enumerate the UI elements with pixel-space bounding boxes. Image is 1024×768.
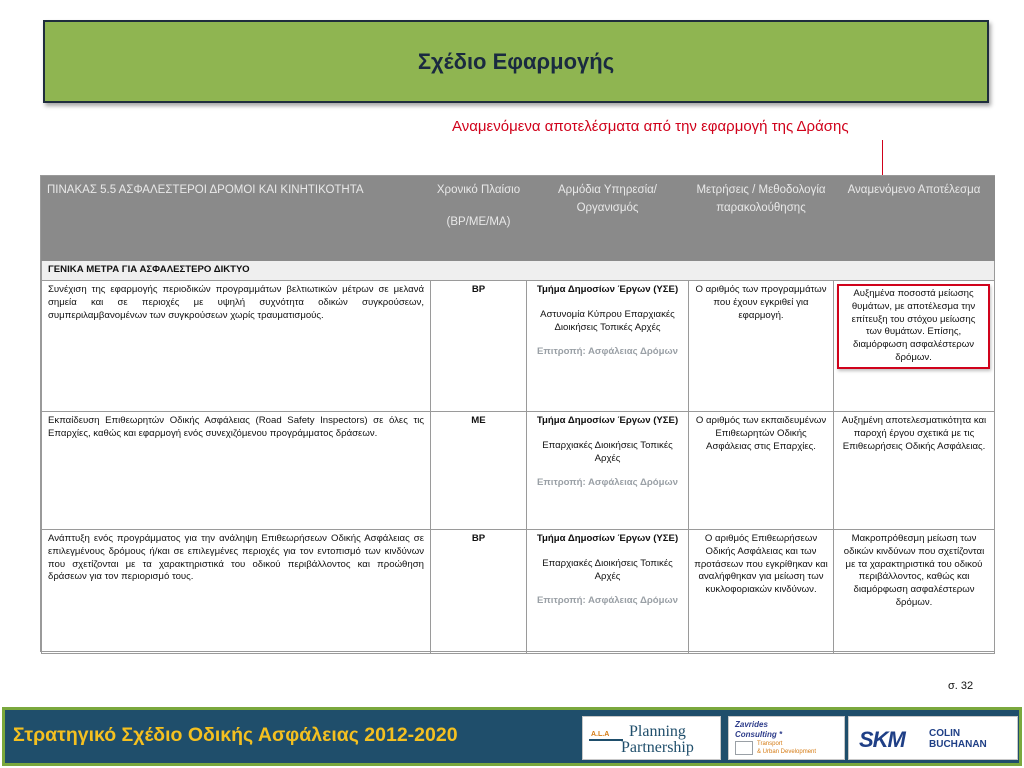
measure-cell: Εκπαίδευση Επιθεωρητών Οδικής Ασφάλειας (Road Safety Inspectors) σε όλες τις Επαρχίες, καθώς και εφαρμογή ενός συνεχιζόμενου προγράμματος δράσεων. xyxy=(42,412,431,530)
annotation-text: Αναμενόμενα αποτελέσματα από την εφαρμογή της Δράσης xyxy=(452,118,849,135)
agency-committee: Επιτροπή: Ασφάλειας Δρόμων xyxy=(537,477,678,489)
header-expected-result: Αναμενόμενο Αποτέλεσμα xyxy=(834,177,995,261)
logo-zavrides-text: Zavrides xyxy=(735,720,768,729)
agency-committee: Επιτροπή: Ασφάλειας Δρόμων xyxy=(537,595,678,607)
result-cell: Μακροπρόθεσμη μείωση των οδικών κινδύνων που σχετίζονται με τα χαρακτηριστικά του οδικού περιβάλλοντος, καθώς και διαμόρφωση ασφαλέστερων δρόμων. xyxy=(834,530,995,654)
logo-urban-text: & Urban Development xyxy=(757,749,817,755)
table-row xyxy=(42,281,995,412)
header-timeframe-sub: (ΒΡ/ΜΕ/ΜΑ) xyxy=(446,216,511,228)
agency-cell xyxy=(527,412,689,530)
logo-skm-mark: SKM xyxy=(859,727,905,752)
header-agency: Αρμόδια Υπηρεσία/Οργανισμός xyxy=(527,177,689,261)
slide-title: Σχέδιο Εφαρμογής xyxy=(417,48,615,74)
logo-buchanan-text: BUCHANAN xyxy=(929,739,987,750)
logo-consulting-text: Consulting * xyxy=(735,730,783,739)
header-timeframe-label: Χρονικό Πλαίσιο xyxy=(436,184,521,196)
metric-cell: Ο αριθμός των εκπαιδευμένων Επιθεωρητών Οδικής Ασφάλειας στις Επαρχίες. xyxy=(689,412,834,530)
result-cell: Αυξημένη αποτελεσματικότητα και παροχή έργου σχετικά με τις Επιθεωρήσεις Οδικής Ασφάλειας. xyxy=(834,412,995,530)
table-image xyxy=(40,175,995,652)
measure-cell: Συνέχιση της εφαρμογής περιοδικών προγραμμάτων βελτιωτικών μέτρων σε μελανά σημεία και σε περιοχές με υψηλή συχνότητα οδικών συγκρούσεων, συμπεριλαμβανομένων των συγκρούσεων χωρίς τραυματισμούς. xyxy=(42,281,431,412)
agency-main: Τμήμα Δημοσίων Έργων (ΥΣΕ) xyxy=(536,284,679,295)
ala-planning-partnership-logo xyxy=(582,716,721,760)
agency-others: Επαρχιακές Διοικήσεις Τοπικές Αρχές xyxy=(542,557,673,582)
zavrides-consulting-logo xyxy=(728,716,845,760)
table-section-row xyxy=(42,261,995,281)
page-number: σ. 32 xyxy=(948,680,974,692)
measures-table xyxy=(41,176,995,654)
skm-colin-buchanan-logo xyxy=(848,716,1018,760)
header-metrics: Μετρήσεις / Μεθοδολογία παρακολούθησης xyxy=(689,177,834,261)
highlighted-result: Αυξημένα ποσοστά μείωσης θυμάτων, με αποτέλεσμα την επίτευξη του στόχου μείωσης των θυμάτων. Επίσης, διαμόρφωση ασφαλέστερων δρόμων. xyxy=(837,284,990,369)
result-cell xyxy=(834,281,995,412)
agency-cell xyxy=(527,281,689,412)
table-row xyxy=(42,412,995,530)
table-header-row xyxy=(42,177,995,261)
logo-underline xyxy=(589,739,623,741)
agency-committee: Επιτροπή: Ασφάλειας Δρόμων xyxy=(537,346,678,358)
slide-title-box xyxy=(43,20,989,103)
agency-others: Επαρχιακές Διοικήσεις Τοπικές Αρχές xyxy=(542,439,673,464)
timeframe-cell: ΜΕ xyxy=(431,412,527,530)
footer-title: Στρατηγικό Σχέδιο Οδικής Ασφάλειας 2012-2020 xyxy=(13,724,458,746)
logo-colin-text: COLIN xyxy=(929,728,961,739)
measure-cell: Ανάπτυξη ενός προγράμματος για την ανάληψη Επιθεωρήσεων Οδικής Ασφάλειας σε επιλεγμένους δρόμους ή/και σε επιλεγμένες περιοχές για τον εντοπισμό των κινδύνων που σχετίζονται με τα χαρακτηριστικά του οδικού περιβάλλοντος και προώθηση δράσεων για τον περιορισμό τους. xyxy=(42,530,431,654)
table-row xyxy=(42,530,995,654)
timeframe-cell: ΒΡ xyxy=(431,530,527,654)
timeframe-cell: ΒΡ xyxy=(431,281,527,412)
logo-partnership-text: Partnership xyxy=(621,739,694,756)
header-timeframe xyxy=(431,177,527,261)
footer-bar xyxy=(2,707,1022,766)
agency-main: Τμήμα Δημοσίων Έργων (ΥΣΕ) xyxy=(536,415,679,426)
logo-planning-text: Planning xyxy=(629,723,686,740)
logo-box-icon xyxy=(735,741,753,755)
section-title: ΓΕΝΙΚΑ ΜΕΤΡΑ ΓΙΑ ΑΣΦΑΛΕΣΤΕΡΟ ΔΙΚΤΥΟ xyxy=(42,261,995,281)
agency-cell xyxy=(527,530,689,654)
agency-main: Τμήμα Δημοσίων Έργων (ΥΣΕ) xyxy=(536,533,679,544)
agency-others: Αστυνομία Κύπρου Επαρχιακές Διοικήσεις Τοπικές Αρχές xyxy=(540,308,675,333)
header-table-title: ΠΙΝΑΚΑΣ 5.5 ΑΣΦΑΛΕΣΤΕΡΟΙ ΔΡΟΜΟΙ ΚΑΙ ΚΙΝΗΤΙΚΟΤΗΤΑ xyxy=(42,177,431,261)
metric-cell: Ο αριθμός των προγραμμάτων που έχουν εγκριθεί για εφαρμογή. xyxy=(689,281,834,412)
logo-ala-text: A.L.A xyxy=(591,731,610,738)
metric-cell: Ο αριθμός Επιθεωρήσεων Οδικής Ασφάλειας και των προτάσεων που εγκρίθηκαν και αναλήφθηκαν για μείωση των κυκλοφοριακών κινδύνων. xyxy=(689,530,834,654)
logo-transport-text: Transport xyxy=(757,741,783,747)
